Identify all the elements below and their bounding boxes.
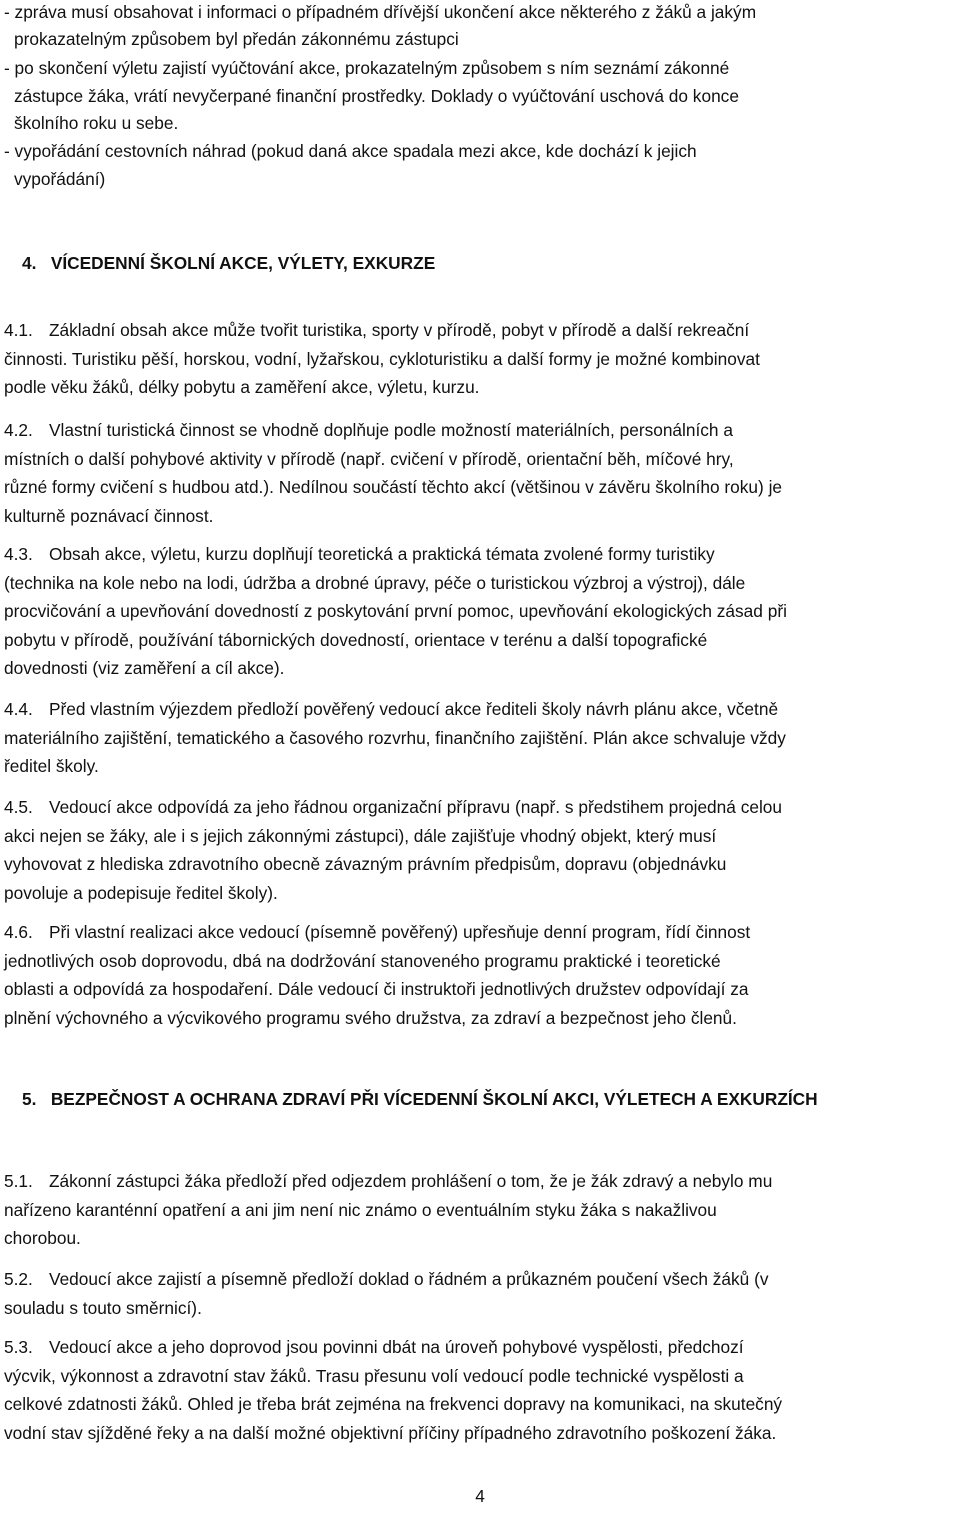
paragraph-number: 4.5. (4, 797, 33, 817)
list-line: vypořádání) (14, 169, 106, 189)
paragraph-line: plnění výchovného a výcvikového programu svého družstva, za zdraví a bezpečnost jeho členů. (4, 1007, 737, 1028)
paragraph-line: Zákonní zástupci žáka předloží před odjezdem prohlášení o tom, že je žák zdravý a nebylo mu (49, 1171, 773, 1191)
section-title: BEZPEČNOST A OCHRANA ZDRAVÍ PŘI VÍCEDENNÍ ŠKOLNÍ AKCI, VÝLETECH A EXKURZÍCH (50, 1089, 818, 1109)
paragraph-line: kulturně poznávací činnost. (4, 505, 214, 526)
paragraph-line: dovednosti (viz zaměření a cíl akce). (4, 658, 285, 678)
paragraph-line: činnosti. Turistiku pěší, horskou, vodní, lyžařskou, cykloturistiku a další formy je možné kombinovat (4, 348, 760, 369)
paragraph-line: celkové zdatnosti žáků. Ohled je třeba brát zejména na frekvenci dopravy na komunikaci, na skutečný (4, 1394, 783, 1414)
paragraph (4, 1265, 952, 1322)
paragraph-line: Vedoucí akce a jeho doprovod jsou povinni dbát na úroveň pohybové vyspělosti, předchozí (49, 1337, 744, 1357)
section-number: 4. (22, 253, 37, 273)
list-line: zástupce žáka, vrátí nevyčerpané finanční prostředky. Doklady o vyúčtování uschová do konce (14, 86, 739, 106)
paragraph (4, 695, 952, 781)
paragraph-line: oblasti a odpovídá za hospodaření. Dále vedoucí či instruktoři jednotlivých družstev odpovídají za (4, 979, 749, 999)
paragraph-number: 5.2. (4, 1269, 33, 1289)
paragraph (4, 416, 952, 530)
paragraph-number: 5.3. (4, 1337, 33, 1357)
paragraph-line: podle věku žáků, délky pobytu a zaměření akce, výletu, kurzu. (4, 377, 480, 397)
paragraph-line: procvičování a upevňování dovedností z poskytování první pomoc, upevňování ekologických zásad při (4, 601, 787, 621)
list-line: - zpráva musí obsahovat i informaci o případném dřívější ukončení akce některého z žáků a jakým (4, 2, 757, 22)
paragraph-line: souladu s touto směrnicí). (4, 1297, 202, 1318)
paragraph-number: 4.3. (4, 544, 33, 564)
paragraph-line: Před vlastním výjezdem předloží pověřený vedoucí akce řediteli školy návrh plánu akce, včetně (49, 699, 779, 719)
paragraph-line: ředitel školy. (4, 756, 99, 776)
paragraph-line: Vedoucí akce zajistí a písemně předloží doklad o řádném a průkazném poučení všech žáků (v (49, 1269, 769, 1289)
paragraph-line: Při vlastní realizaci akce vedoucí (písemně pověřený) upřesňuje denní program, řídí činnost (49, 922, 751, 942)
paragraph-line: (technika na kole nebo na lodi, údržba a drobné úpravy, péče o turistickou výzbroj a výstroj), dále (4, 572, 746, 593)
paragraph-line: pobytu v přírodě, používání tábornických dovedností, orientace v terénu a další topografické (4, 629, 708, 650)
list-line: prokazatelným způsobem byl předán zákonnému zástupci (14, 29, 459, 49)
section-heading (22, 1087, 818, 1111)
paragraph (4, 918, 952, 1032)
paragraph-line: vyhovovat z hlediska zdravotního obecně závazným právním předpisům, dopravu (objednávku (4, 854, 727, 874)
paragraph-number: 5.1. (4, 1171, 33, 1191)
paragraph (4, 1167, 952, 1253)
paragraph-line: Obsah akce, výletu, kurzu doplňují teoretická a praktická témata zvolené formy turistiky (49, 544, 715, 564)
paragraph-line: různé formy cvičení s hudbou atd.). Nedílnou součástí těchto akcí (většinou v závěru školního roku) je (4, 477, 783, 497)
page-number: 4 (475, 1486, 485, 1506)
paragraph-line: Základní obsah akce může tvořit turistika, sporty v přírodě, pobyt v přírodě a další rekreační (49, 320, 750, 340)
list-line: - po skončení výletu zajistí vyúčtování akce, prokazatelným způsobem s ním seznámí zákonné (4, 58, 730, 78)
paragraph-line: nařízeno karanténní opatření a ani jim není nic známo o eventuálním styku žáka s nakažlivou (4, 1199, 717, 1220)
paragraph (4, 1333, 952, 1447)
paragraph-number: 4.1. (4, 320, 33, 340)
paragraph-line: místních o další pohybové aktivity v přírodě (např. cvičení v přírodě, orientační běh, míčové hry, (4, 448, 734, 469)
paragraph-number: 4.6. (4, 922, 33, 942)
list-line: - vypořádání cestovních náhrad (pokud daná akce spadala mezi akce, kde dochází k jejich (4, 141, 697, 161)
paragraph-line: Vedoucí akce odpovídá za jeho řádnou organizační přípravu (např. s předstihem projedná celou (49, 797, 783, 817)
list-line: školního roku u sebe. (14, 113, 179, 133)
section-heading (22, 251, 435, 275)
paragraph (4, 540, 952, 683)
paragraph (4, 793, 952, 907)
paragraph-line: vodní stav sjížděné řeky a na další možné objektivní příčiny případného zdravotního poškození žáka. (4, 1422, 777, 1443)
section-number: 5. (22, 1089, 37, 1109)
paragraph (4, 316, 952, 402)
paragraph-line: povoluje a podepisuje ředitel školy). (4, 882, 278, 903)
paragraph-number: 4.2. (4, 420, 33, 440)
paragraph-line: materiálního zajištění, tematického a časového rozvrhu, finančního zajištění. Plán akce schvaluje vždy (4, 727, 786, 748)
paragraph-line: chorobou. (4, 1228, 81, 1248)
paragraph-line: výcvik, výkonnost a zdravotní stav žáků. Trasu přesunu volí vedoucí podle technické vyspělosti a (4, 1365, 744, 1386)
paragraph-line: jednotlivých osob doprovodu, dbá na dodržování stanoveného programu praktické i teoretické (4, 950, 721, 971)
paragraph-line: Vlastní turistická činnost se vhodně doplňuje podle možností materiálních, personálních a (49, 420, 733, 440)
paragraph-number: 4.4. (4, 699, 33, 719)
section-title: VÍCEDENNÍ ŠKOLNÍ AKCE, VÝLETY, EXKURZE (50, 253, 436, 273)
paragraph-line: akci nejen se žáky, ale i s jejich zákonnými zástupci), dále zajišťuje vhodný objekt, který musí (4, 825, 717, 846)
